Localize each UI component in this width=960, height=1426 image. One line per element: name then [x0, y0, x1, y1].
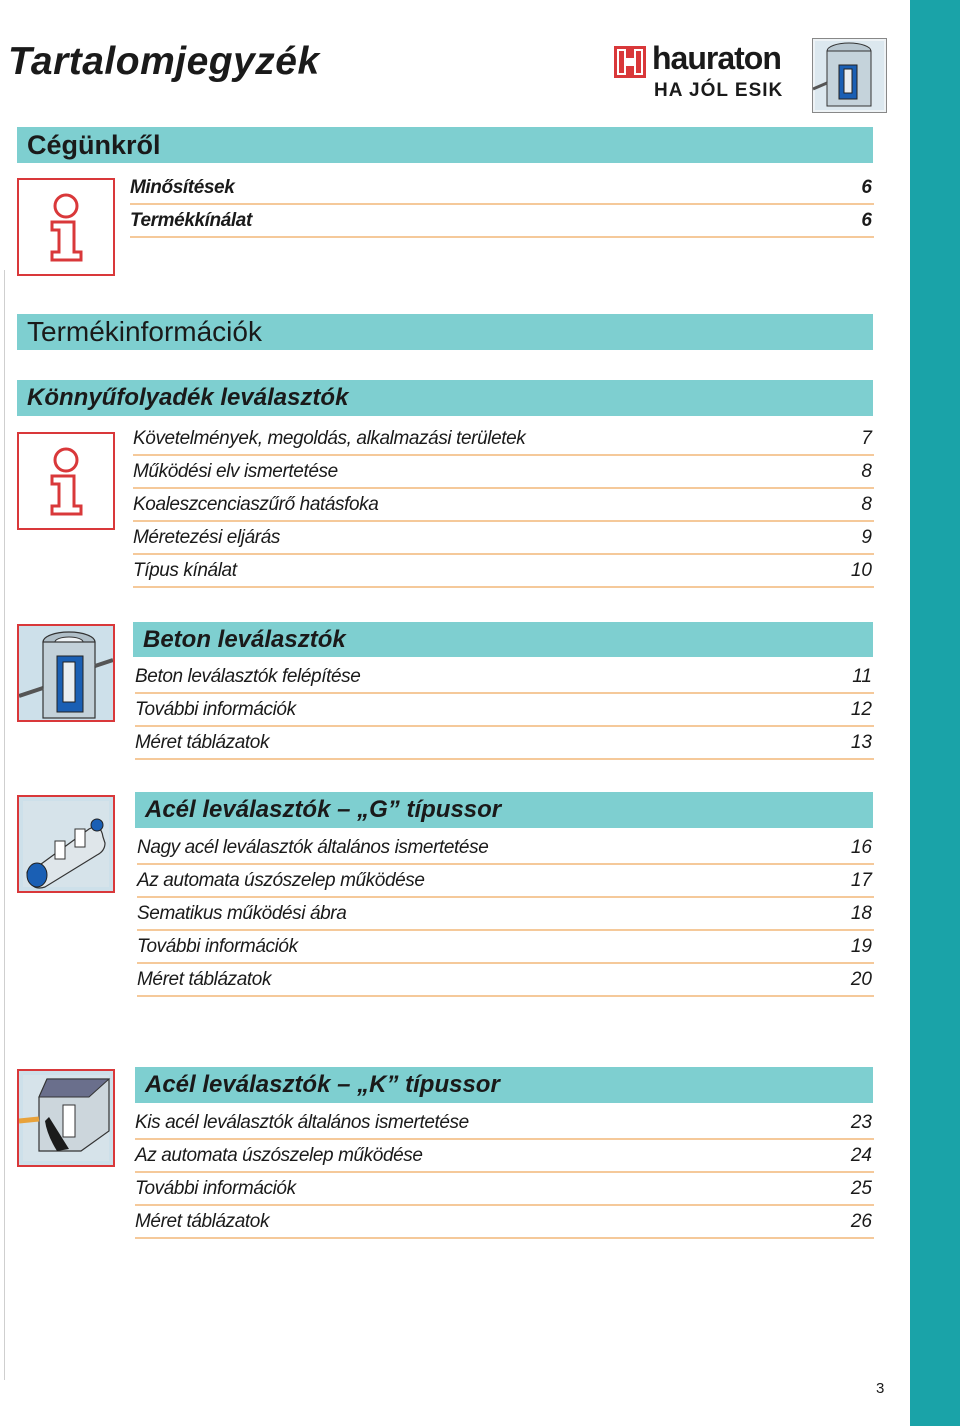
toc-entry-label: Az automata úszószelep működése	[135, 1145, 423, 1166]
toc-entry-page: 17	[850, 870, 872, 891]
toc-entry-page: 6	[861, 177, 872, 198]
toc-entry-label: Kis acél leválasztók általános ismertetése	[135, 1112, 469, 1133]
toc-entry[interactable]	[135, 1140, 874, 1173]
toc-entry-label: Az automata úszószelep működése	[137, 870, 425, 891]
toc-entry[interactable]	[135, 1173, 874, 1206]
right-edge-strip	[910, 0, 960, 1426]
toc-entry[interactable]	[133, 489, 874, 522]
toc-entry-label: Minősítések	[130, 177, 235, 198]
toc-entry-label: Méret táblázatok	[135, 1211, 270, 1232]
section-heading-text: Acél leválasztók – „G” típussor	[145, 796, 502, 823]
toc-entry-label: További információk	[137, 936, 298, 957]
toc-entry[interactable]	[137, 964, 874, 997]
separator-shaft-illustration	[812, 38, 887, 113]
info-icon	[17, 432, 115, 530]
section-heading-concrete	[133, 622, 873, 657]
toc-entry-label: Méret táblázatok	[137, 969, 272, 990]
toc-entry[interactable]	[137, 865, 874, 898]
toc-entry[interactable]	[137, 898, 874, 931]
toc-entry-page: 9	[861, 527, 872, 548]
toc-entry-page: 25	[850, 1178, 872, 1199]
toc-entry[interactable]	[130, 205, 874, 238]
toc-entry-page: 6	[861, 210, 872, 231]
toc-entry-label: További információk	[135, 699, 296, 720]
toc-entry[interactable]	[133, 555, 874, 588]
toc-entry-label: Beton leválasztók felépítése	[135, 666, 361, 687]
toc-entry[interactable]	[137, 832, 874, 865]
section-heading-steel-k	[135, 1067, 873, 1103]
steel-box-separator-icon	[17, 1069, 115, 1167]
section-heading-steel-g	[135, 792, 873, 828]
toc-entry-page: 23	[850, 1112, 872, 1133]
toc-entry-page: 12	[850, 699, 872, 720]
toc-entry-page: 19	[850, 936, 872, 957]
toc-entry-label: Sematikus működési ábra	[137, 903, 347, 924]
section-heading-text: Acél leválasztók – „K” típussor	[145, 1071, 500, 1098]
toc-entry[interactable]	[135, 661, 874, 694]
toc-entry-page: 11	[852, 666, 872, 687]
section-heading-text: Termékinformációk	[27, 316, 262, 347]
concrete-separator-icon	[17, 624, 115, 722]
section-heading-text: Könnyűfolyadék leválasztók	[27, 384, 349, 411]
logo-slogan: HA JÓL ESIK	[654, 80, 784, 101]
toc-entry-page: 7	[861, 428, 872, 449]
toc-entry-label: Termékkínálat	[130, 210, 252, 231]
toc-entry[interactable]	[130, 172, 874, 205]
section-heading-light-liquid	[17, 380, 873, 416]
toc-entry-page: 24	[850, 1145, 872, 1166]
toc-entry-page: 8	[861, 494, 872, 515]
toc-entry-page: 20	[850, 969, 872, 990]
margin-line	[4, 270, 5, 1380]
toc-entry-page: 18	[850, 903, 872, 924]
toc-entry[interactable]	[133, 423, 874, 456]
toc-entry[interactable]	[135, 727, 874, 760]
toc-entry-label: Nagy acél leválasztók általános ismertetése	[137, 837, 489, 858]
section-heading-text: Cégünkről	[27, 130, 161, 160]
logo-name: hauraton	[652, 40, 781, 76]
steel-tank-icon	[17, 795, 115, 893]
toc-entry-label: Méretezési eljárás	[133, 527, 280, 548]
toc-entry[interactable]	[137, 931, 874, 964]
toc-entry[interactable]	[135, 694, 874, 727]
page-title: Tartalomjegyzék	[8, 40, 320, 83]
section-heading-company	[17, 127, 873, 163]
hauraton-logo	[614, 40, 804, 106]
toc-entry-page: 16	[850, 837, 872, 858]
toc-entry-label: Méret táblázatok	[135, 732, 270, 753]
toc-entry-label: Működési elv ismertetése	[133, 461, 338, 482]
toc-entry[interactable]	[135, 1206, 874, 1239]
toc-entry-page: 10	[850, 560, 872, 581]
toc-entry-page: 8	[861, 461, 872, 482]
section-heading-text: Beton leválasztók	[143, 626, 346, 653]
toc-entry[interactable]	[133, 456, 874, 489]
toc-entry[interactable]	[135, 1107, 874, 1140]
info-icon	[17, 178, 115, 276]
toc-entry-label: Típus kínálat	[133, 560, 237, 581]
toc-entry-page: 26	[850, 1211, 872, 1232]
page-number: 3	[876, 1380, 885, 1397]
toc-entry[interactable]	[133, 522, 874, 555]
section-heading-product-info	[17, 314, 873, 350]
hauraton-mark-icon	[614, 46, 646, 78]
toc-entry-page: 13	[850, 732, 872, 753]
toc-entry-label: További információk	[135, 1178, 296, 1199]
toc-entry-label: Követelmények, megoldás, alkalmazási területek	[133, 428, 526, 449]
toc-entry-label: Koaleszcenciaszűrő hatásfoka	[133, 494, 379, 515]
